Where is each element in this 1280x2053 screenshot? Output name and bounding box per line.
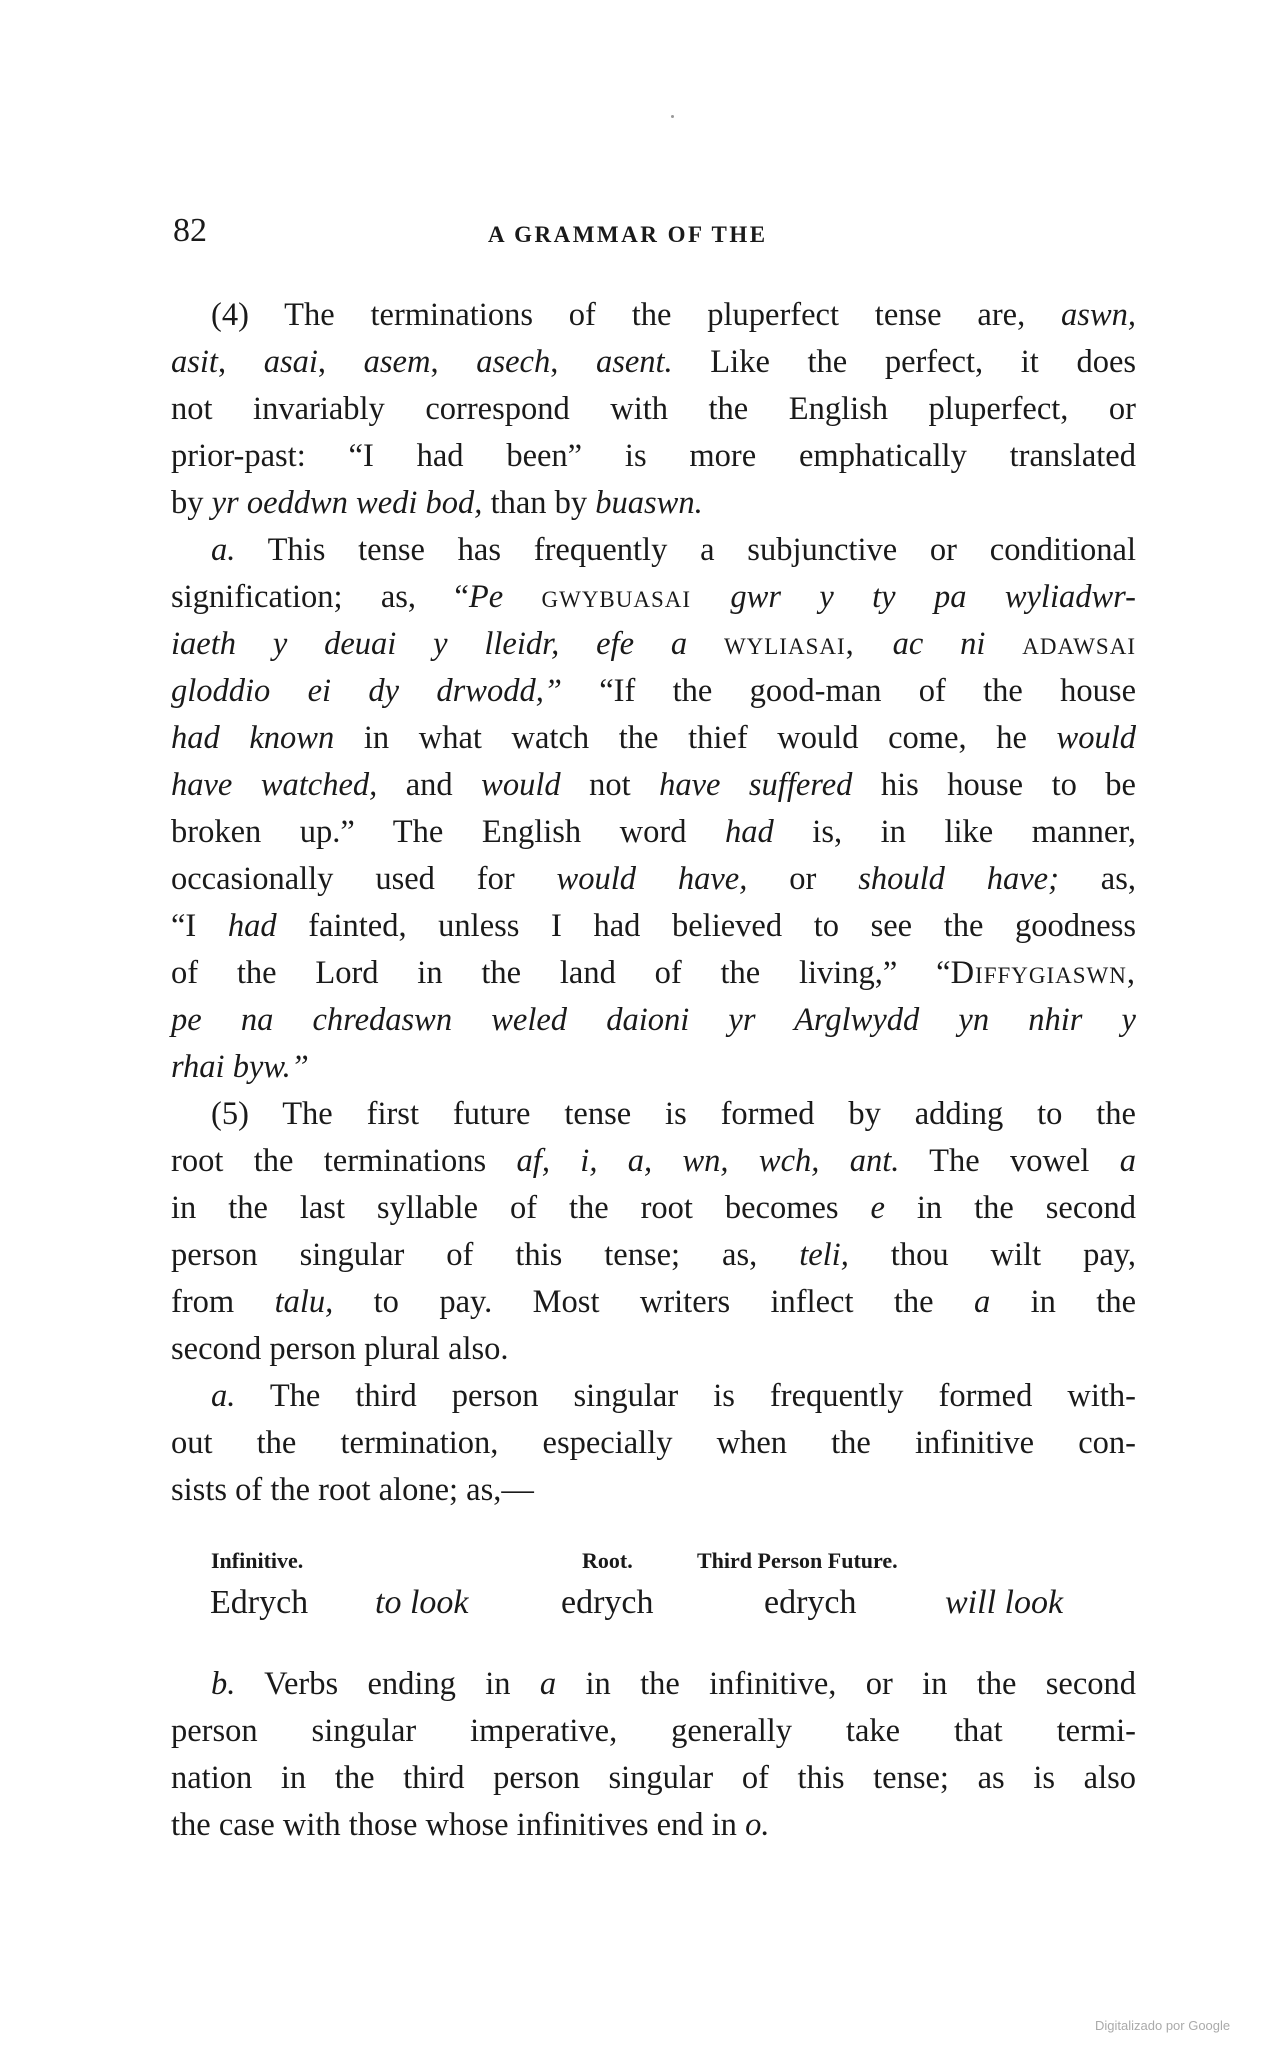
text-segment: in what watch the thief would come, he [334, 720, 1057, 756]
text-line [171, 1138, 1136, 1185]
italic-text: iaeth y deuai y lleidr, efe a [171, 626, 724, 662]
text-segment: The vowel [899, 1143, 1120, 1179]
text-segment: from [171, 1284, 275, 1320]
italic-text: yr oeddwn wedi bod, [211, 485, 483, 521]
text-line [171, 809, 1136, 856]
text-line [171, 1755, 1136, 1802]
text-segment: to pay. Most writers inflect the [333, 1284, 974, 1320]
italic-text: o. [745, 1807, 770, 1843]
header-infinitive: Infinitive. [211, 1548, 304, 1573]
text-line [171, 1802, 1136, 1849]
text-segment: signification; as, “ [171, 579, 469, 615]
italic-text: rhai byw.” [171, 1049, 309, 1085]
text-segment: The third person singular is frequently formed with- [235, 1378, 1136, 1414]
text-segment: out the termination, especially when the infinitive con- [171, 1425, 1136, 1461]
text-line [171, 1326, 1136, 1373]
text-line [171, 1467, 1136, 1514]
text-segment: (4) The terminations of the pluperfect tense are, [211, 297, 1062, 333]
text-segment: , [317, 344, 364, 380]
text-segment: is, in like manner, [773, 814, 1136, 850]
text-segment: not invariably correspond with the English pluperfect, or [171, 391, 1136, 427]
italic-text: should have; [858, 861, 1059, 897]
text-segment: nation in the third person singular of this tense; as is also [171, 1760, 1136, 1796]
text-segment: “If the good-man of the house [599, 673, 1136, 709]
text-segment: person singular of this tense; as, [171, 1237, 800, 1273]
text-segment: person singular imperative, generally take that termi- [171, 1713, 1136, 1749]
text-line [171, 715, 1136, 762]
italic-text: a [539, 1666, 557, 1702]
text-segment: Like the perfect, it does [672, 344, 1137, 380]
text-segment: not [560, 767, 660, 803]
text-segment: root the terminations [171, 1143, 517, 1179]
italic-text: ac ni [892, 626, 1023, 662]
text-segment: , [550, 344, 596, 380]
text-segment: , [217, 344, 264, 380]
header-third-person-future: Third Person Future. [697, 1548, 898, 1573]
text-segment: in the infinitive, or in the second [556, 1666, 1137, 1702]
small-caps-text: gwybuasai [541, 579, 731, 615]
cell-future-meaning: will look [945, 1584, 1064, 1621]
text-line [171, 668, 1136, 715]
text-segment: thou wilt pay, [848, 1237, 1137, 1273]
body-text-continued [171, 1661, 1136, 1849]
italic-text: Pe [468, 579, 542, 615]
italic-text: a. [211, 532, 236, 568]
cell-root: edrych [561, 1584, 654, 1621]
text-line [171, 292, 1136, 339]
body-text-main [171, 292, 1136, 1514]
text-line [171, 856, 1136, 903]
italic-text: would [481, 767, 561, 803]
text-line [171, 1661, 1136, 1708]
conjugation-example-table [0, 1540, 1280, 1640]
italic-text: a [1119, 1143, 1136, 1179]
text-segment: the case with those whose infinitives end in [171, 1807, 746, 1843]
italic-text: pe na chredaswn weled daioni yr Arglwydd yn nhir y [171, 1002, 1136, 1038]
italic-text: a. [211, 1378, 236, 1414]
text-line [171, 1185, 1136, 1232]
text-line [171, 339, 1136, 386]
text-line [171, 1091, 1136, 1138]
text-line [171, 1044, 1136, 1091]
text-segment: as, [1058, 861, 1136, 897]
text-segment: in the last syllable of the root becomes [171, 1190, 871, 1226]
header-root: Root. [582, 1548, 633, 1573]
italic-text: would have, [556, 861, 748, 897]
italic-text: would [1056, 720, 1137, 756]
small-caps-text: wyliasai, [723, 626, 893, 662]
italic-text: had [725, 814, 774, 850]
text-segment: , [430, 344, 477, 380]
text-segment: in the [990, 1284, 1137, 1320]
italic-text: aswn, [1061, 297, 1136, 333]
text-segment: (5) The first future tense is formed by adding to the [211, 1096, 1136, 1132]
text-line [171, 1232, 1136, 1279]
italic-text: buaswn. [595, 485, 703, 521]
italic-text: asit [171, 344, 218, 380]
italic-text: have suffered [659, 767, 853, 803]
text-line [171, 903, 1136, 950]
italic-text: a [974, 1284, 991, 1320]
italic-text: talu, [274, 1284, 334, 1320]
text-line [171, 1708, 1136, 1755]
text-line [171, 574, 1136, 621]
text-line [171, 527, 1136, 574]
italic-text: asent. [595, 344, 673, 380]
watermark: Digitalizado por Google [1095, 2018, 1231, 2033]
text-line [171, 1279, 1136, 1326]
italic-text: asem [363, 344, 431, 380]
italic-text: gloddio ei dy drwodd,” [171, 673, 600, 709]
italic-text: asai [263, 344, 318, 380]
cell-meaning: to look [375, 1584, 469, 1621]
italic-text: have watched, [171, 767, 378, 803]
scan-speck [671, 115, 674, 118]
text-line [171, 950, 1136, 997]
italic-text: had [227, 908, 277, 944]
text-segment: sists of the root alone; as,— [171, 1472, 534, 1508]
text-line [171, 433, 1136, 480]
text-segment: of the Lord in the land of the living,” “ [171, 955, 951, 991]
text-line [171, 386, 1136, 433]
text-segment: by [171, 485, 212, 521]
text-segment: his house to be [852, 767, 1136, 803]
cell-future: edrych [764, 1584, 857, 1621]
text-line [171, 480, 1136, 527]
italic-text: b. [211, 1666, 236, 1702]
text-segment: occasionally used for [171, 861, 557, 897]
italic-text: teli, [799, 1237, 849, 1273]
text-segment: This tense has frequently a subjunctive or conditional [235, 532, 1136, 568]
text-line [171, 762, 1136, 809]
italic-text: af, i, a, wn, wch, ant. [516, 1143, 900, 1179]
text-segment: than by [482, 485, 596, 521]
italic-text: had known [171, 720, 335, 756]
text-segment: and [377, 767, 482, 803]
text-line [171, 621, 1136, 668]
text-segment: in the second [884, 1190, 1136, 1226]
running-title: A GRAMMAR OF THE [488, 222, 768, 247]
text-segment: second person plural also. [171, 1331, 509, 1367]
small-caps-text: Diffygiaswn, [950, 955, 1136, 991]
text-segment: or [747, 861, 859, 897]
text-segment: fainted, unless I had believed to see the goodness [276, 908, 1136, 944]
text-line [171, 1420, 1136, 1467]
text-segment: broken up.” The English word [171, 814, 726, 850]
italic-text: e [870, 1190, 885, 1226]
page-number: 82 [173, 212, 207, 249]
text-line [171, 1373, 1136, 1420]
text-line [171, 997, 1136, 1044]
small-caps-text: adawsai [1022, 626, 1136, 662]
text-segment: Verbs ending in [235, 1666, 540, 1702]
cell-infinitive: Edrych [210, 1584, 309, 1621]
italic-text: asech [476, 344, 551, 380]
text-segment: “I [171, 908, 228, 944]
italic-text: gwr y ty pa wyliadwr- [730, 579, 1136, 615]
text-segment: prior-past: “I had been” is more emphatically translated [171, 438, 1136, 474]
